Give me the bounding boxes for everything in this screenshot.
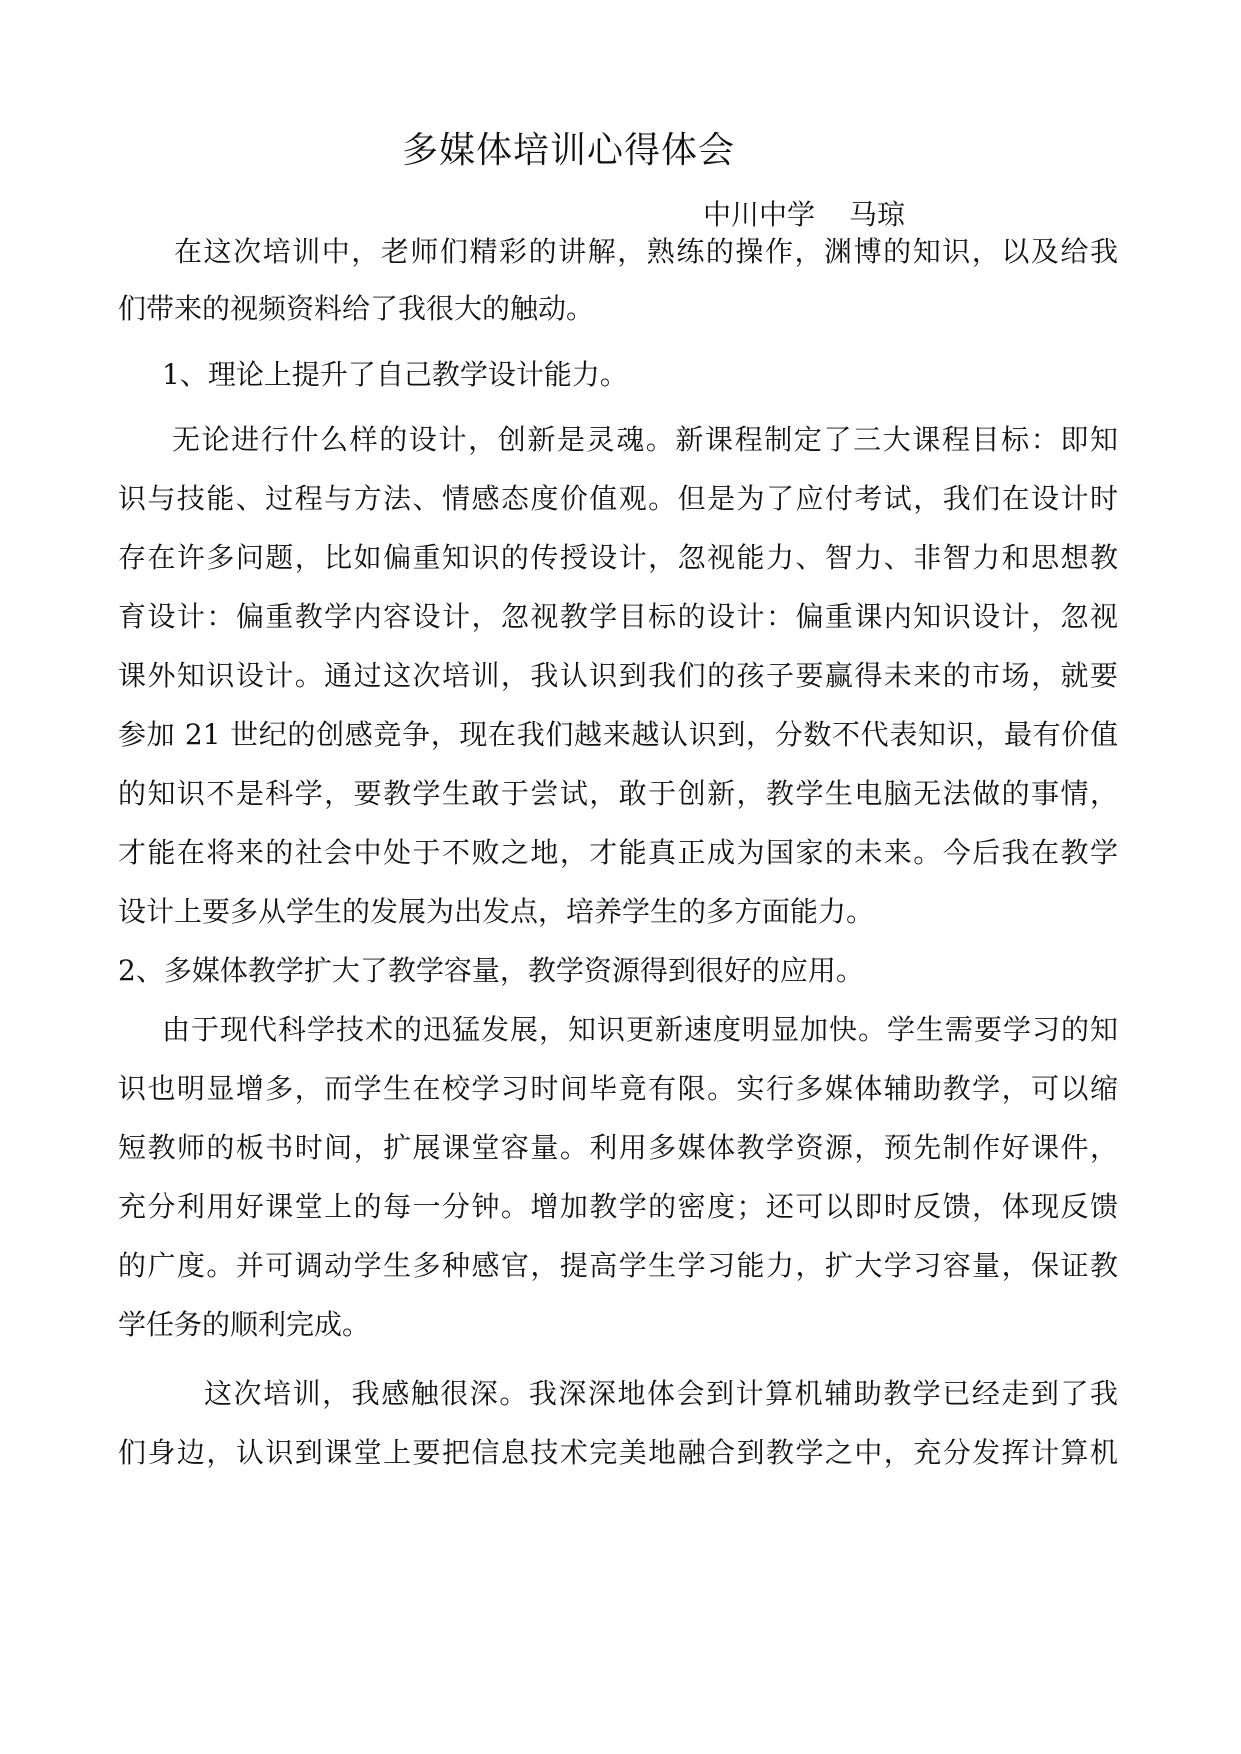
text-line: 们带来的视频资料给了我很大的触动。 bbox=[118, 292, 595, 325]
document-title: 多媒体培训心得体会 bbox=[402, 130, 736, 171]
text-line: 识也明显增多，而学生在校学习时间毕竟有限。实行多媒体辅助教学，可以缩 bbox=[118, 1072, 1118, 1105]
text-line: 充分利用好课堂上的每一分钟。增加教学的密度；还可以即时反馈，体现反馈 bbox=[118, 1190, 1118, 1223]
text-line: 才能在将来的社会中处于不败之地，才能真正成为国家的未来。今后我在教学 bbox=[118, 836, 1118, 869]
text-line: 课外知识设计。通过这次培训，我认识到我们的孩子要赢得未来的市场，就要 bbox=[118, 659, 1118, 692]
text-line: 2、多媒体教学扩大了教学容量，教学资源得到很好的应用。 bbox=[118, 954, 864, 987]
text-line: 无论进行什么样的设计，创新是灵魂。新课程制定了三大课程目标：即知 bbox=[172, 423, 1118, 456]
text-line: 存在许多问题，比如偏重知识的传授设计，忽视能力、智力、非智力和思想教 bbox=[118, 541, 1118, 574]
text-line: 在这次培训中，老师们精彩的讲解，熟练的操作，渊博的知识，以及给我 bbox=[174, 235, 1118, 268]
byline-school: 中川中学 bbox=[703, 198, 816, 231]
text-line: 的知识不是科学，要教学生敢于尝试，敢于创新，教学生电脑无法做的事情， bbox=[118, 777, 1118, 810]
text-line: 1、理论上提升了自己教学设计能力。 bbox=[162, 358, 628, 391]
text-line: 由于现代科学技术的迅猛发展，知识更新速度明显加快。学生需要学习的知 bbox=[162, 1013, 1118, 1046]
text-line: 短教师的板书时间，扩展课堂容量。利用多媒体教学资源，预先制作好课件， bbox=[118, 1131, 1118, 1164]
text-line: 参加 21 世纪的创感竞争，现在我们越来越认识到，分数不代表知识，最有价值 bbox=[118, 718, 1118, 751]
text-line: 设计上要多从学生的发展为出发点，培养学生的多方面能力。 bbox=[118, 895, 875, 928]
text-line: 育设计：偏重教学内容设计，忽视教学目标的设计：偏重课内知识设计，忽视 bbox=[118, 600, 1118, 633]
text-line: 学任务的顺利完成。 bbox=[118, 1308, 371, 1341]
byline-author: 马琼 bbox=[849, 198, 906, 231]
byline bbox=[703, 195, 905, 235]
text-line: 的广度。并可调动学生多种感官，提高学生学习能力，扩大学习容量，保证教 bbox=[118, 1249, 1118, 1282]
text-line: 这次培训，我感触很深。我深深地体会到计算机辅助教学已经走到了我 bbox=[204, 1377, 1118, 1410]
text-line: 识与技能、过程与方法、情感态度价值观。但是为了应付考试，我们在设计时 bbox=[118, 482, 1118, 515]
text-line: 们身边，认识到课堂上要把信息技术完美地融合到教学之中，充分发挥计算机 bbox=[118, 1436, 1118, 1469]
